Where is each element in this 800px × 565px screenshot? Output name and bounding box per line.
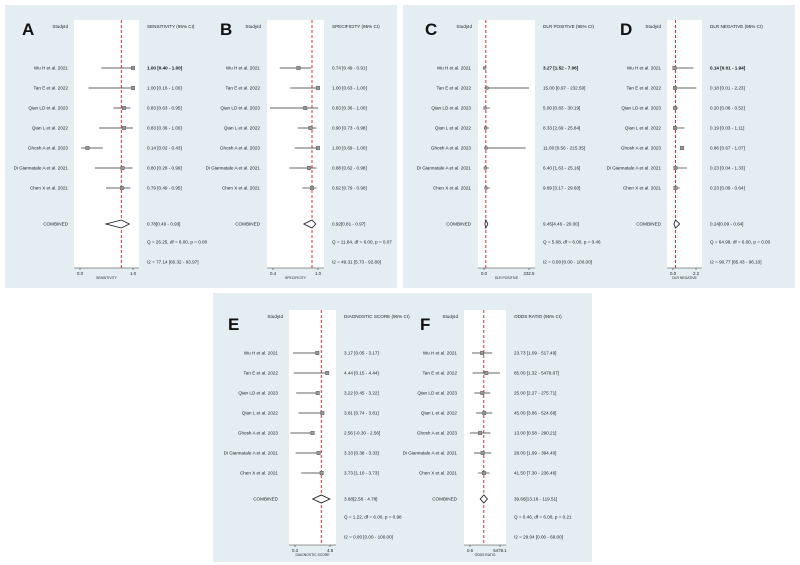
- plot-area: [464, 310, 506, 545]
- ci-text: 28.00 [1.99 - 394.40]: [514, 450, 557, 456]
- heterogeneity-stat: I2 = 90.77 [85.43 - 96.10]: [710, 259, 762, 265]
- plot-area: [267, 20, 324, 268]
- header-studyid: StudyId: [645, 24, 661, 29]
- study-label: Tan E et al. 2022: [33, 85, 68, 91]
- combined-label: COMBINED: [235, 221, 260, 227]
- ci-text: 6.40 [1.63 - 25.16]: [543, 165, 581, 171]
- heterogeneity-stat: Q = 64.98, df = 6.00, p = 0.00: [710, 239, 771, 245]
- header-estimate: SPECIFICITY (95% CI): [332, 24, 380, 29]
- point-estimate: [483, 67, 486, 70]
- forest-plot-a: [14, 20, 208, 280]
- plot-area: [289, 310, 336, 545]
- point-estimate: [326, 371, 329, 374]
- heterogeneity-stat: I2 = 0.00 [0.00 - 100.00]: [543, 259, 592, 265]
- study-label: Ghosh A et al. 2023: [620, 145, 661, 151]
- heterogeneity-stat: Q = 1.22, df = 6.00, p = 0.98: [344, 514, 402, 520]
- plot-area: [478, 20, 535, 268]
- study-label: Chen X et al. 2021: [221, 185, 260, 191]
- point-estimate: [673, 66, 676, 69]
- study-label: Di Giannatale A et al. 2021: [416, 165, 471, 171]
- study-label: Qian L et al. 2022: [223, 125, 260, 131]
- point-estimate: [297, 66, 300, 69]
- ci-text: 0.19 [0.03 - 1.11]: [710, 125, 745, 131]
- ci-text: 13.00 [0.58 - 290.21]: [514, 430, 557, 436]
- ci-text: 0.90 [0.73 - 0.98]: [332, 125, 367, 131]
- study-label: Qian LD et al. 2023: [220, 105, 260, 111]
- point-estimate: [307, 166, 310, 169]
- header-studyid: StudyId: [442, 314, 458, 319]
- point-estimate: [480, 351, 483, 354]
- ci-text: 8.33 [2.69 - 25.84]: [543, 125, 581, 131]
- study-label: Wu H et al. 2021: [225, 65, 260, 71]
- ci-text: 1.00 [0.69 - 1.00]: [332, 145, 367, 151]
- study-label: Ghosh A et al. 2023: [219, 145, 260, 151]
- study-label: Chen X et al. 2021: [29, 185, 68, 191]
- point-estimate: [680, 146, 683, 149]
- ci-text: 11.00 [0.56 - 215.35]: [543, 145, 586, 151]
- study-label: Qian LD et al. 2023: [417, 390, 457, 396]
- ci-text: 4.44 [0.15 - 4.44]: [344, 370, 379, 376]
- heterogeneity-stat: Q = 11.84, df = 6.00, p = 0.07: [332, 239, 392, 245]
- ci-text: 0.79 [0.49 - 0.95]: [147, 185, 182, 191]
- ci-text: 85.00 [1.32 - 5478.07]: [514, 370, 559, 376]
- point-estimate: [131, 86, 134, 89]
- heterogeneity-stat: Q = 0.46, df = 6.00, p = 0.21: [514, 514, 572, 520]
- ci-text: 0.83 [0.63 - 0.95]: [147, 105, 182, 111]
- point-estimate: [484, 127, 487, 130]
- point-estimate: [674, 166, 677, 169]
- study-label: Wu H et al. 2021: [626, 65, 661, 71]
- point-estimate: [674, 186, 677, 189]
- x-tick-label: 2.2: [692, 271, 700, 276]
- study-label: Tan E et al. 2022: [626, 85, 661, 91]
- study-label: Ghosh A et al. 2023: [237, 430, 278, 436]
- point-estimate: [317, 451, 320, 454]
- ci-text: 0.83 [0.36 - 1.00]: [147, 125, 182, 131]
- study-label: Qian LD et al. 2023: [28, 105, 68, 111]
- study-label: Di Giannatale A et al. 2021: [13, 165, 68, 171]
- x-axis-label: DLR POSITIVE: [494, 276, 519, 280]
- header-studyid: StudyId: [52, 24, 68, 29]
- ci-text: 3.27 [1.52 - 7.06]: [543, 65, 579, 71]
- x-tick-label: 0.0: [76, 271, 84, 276]
- combined-ci-text: 0.78[0.49 - 0.93]: [147, 221, 181, 227]
- panel-letter: C: [425, 20, 438, 39]
- point-estimate: [673, 86, 676, 89]
- point-estimate: [673, 126, 676, 129]
- x-tick-label: 1.0: [314, 271, 322, 276]
- study-label: Tan E et al. 2022: [422, 370, 457, 376]
- combined-label: COMBINED: [253, 496, 278, 502]
- study-label: Di Giannatale A et al. 2021: [606, 165, 661, 171]
- ci-text: 1.00 [0.63 - 1.00]: [332, 85, 367, 91]
- header-estimate: DLR POSITIVE (95% CI): [543, 24, 595, 29]
- combined-ci-text: 3.68[2.58 - 4.78]: [344, 496, 378, 502]
- forest-plot-e: [224, 310, 410, 557]
- ci-text: 0.80 [0.28 - 0.99]: [147, 165, 182, 171]
- heterogeneity-stat: I2 = 0.00 [0.00 - 100.00]: [344, 534, 393, 540]
- point-estimate: [485, 147, 488, 150]
- ci-text: 5.00 [0.83 - 30.19]: [543, 105, 581, 111]
- header-estimate: SENSITIVITY (95% CI): [147, 24, 195, 29]
- ci-text: 0.74 [0.49 - 0.91]: [332, 65, 367, 71]
- study-label: Qian LD et al. 2023: [621, 105, 661, 111]
- header-studyid: StudyId: [267, 314, 283, 319]
- header-studyid: StudyId: [245, 24, 261, 29]
- point-estimate: [316, 86, 319, 89]
- plot-area: [667, 20, 702, 268]
- x-axis-label: SPECIFICITY: [285, 276, 306, 280]
- combined-ci-text: 9.45[4.46 - 20.00]: [543, 221, 580, 227]
- study-label: Chen X et al. 2021: [239, 470, 278, 476]
- study-label: Qian L et al. 2022: [420, 410, 457, 416]
- heterogeneity-stat: Q = 5.68, df = 6.00, p = 0.46: [543, 239, 601, 245]
- point-estimate: [311, 431, 314, 434]
- ci-text: 3.17 [0.05 - 3.17]: [344, 350, 379, 356]
- x-axis-label: DLR NEGATIVE: [672, 276, 697, 280]
- point-estimate: [482, 471, 485, 474]
- point-estimate: [316, 351, 319, 354]
- study-label: Wu H et al. 2021: [436, 65, 471, 71]
- ci-text: 0.83 [0.36 - 1.00]: [332, 105, 367, 111]
- ci-text: 0.23 [0.04 - 1.33]: [710, 165, 745, 171]
- ci-text: 0.86 [0.67 - 1.07]: [710, 145, 745, 151]
- panel-letter: D: [620, 20, 633, 39]
- x-tick-label: 4.8: [326, 548, 334, 553]
- x-tick-label: 232.5: [523, 271, 535, 276]
- combined-label: COMBINED: [636, 221, 661, 227]
- panel-letter: B: [220, 20, 233, 39]
- forest-plot-b: [206, 20, 393, 280]
- forest-plot-f: [403, 310, 572, 557]
- point-estimate: [320, 471, 323, 474]
- x-axis-label: ODDS RATIO: [474, 553, 496, 557]
- study-label: Di Giannatale A et al. 2021: [223, 450, 278, 456]
- ci-text: 9.69 [3.17 - 29.60]: [543, 185, 581, 191]
- ci-text: 0.14 [0.02 - 0.43]: [147, 145, 182, 151]
- point-estimate: [122, 126, 125, 129]
- ci-text: 0.18 [0.01 - 2.23]: [710, 85, 745, 91]
- study-label: Wu H et al. 2021: [422, 350, 457, 356]
- point-estimate: [481, 451, 484, 454]
- ci-text: 45.00 [3.86 - 524.68]: [514, 410, 557, 416]
- heterogeneity-stat: I2 = 49.31 [5.73 - 92.89]: [332, 259, 381, 265]
- study-label: Ghosh A et al. 2023: [27, 145, 68, 151]
- ci-text: 3.22 [0.45 - 3.22]: [344, 390, 379, 396]
- header-estimate: DLR NEGATIVE (95% CI): [710, 24, 763, 29]
- point-estimate: [486, 87, 489, 90]
- point-estimate: [304, 106, 307, 109]
- study-label: Chen X et al. 2021: [622, 185, 661, 191]
- point-estimate: [484, 107, 487, 110]
- study-label: Tan E et al. 2022: [225, 85, 260, 91]
- combined-ci-text: 39.66[13.16 - 119.51]: [514, 496, 558, 502]
- point-estimate: [484, 167, 487, 170]
- ci-text: 3.73 [1.10 - 3.73]: [344, 470, 379, 476]
- x-tick-label: 0.0: [480, 271, 488, 276]
- study-label: Qian LD et al. 2023: [238, 390, 278, 396]
- ci-text: 25.00 [2.27 - 275.71]: [514, 390, 557, 396]
- point-estimate: [121, 166, 124, 169]
- study-label: Tan E et al. 2022: [243, 370, 278, 376]
- point-estimate: [86, 146, 89, 149]
- study-label: Qian L et al. 2022: [31, 125, 68, 131]
- ci-text: 0.88 [0.62 - 0.98]: [332, 165, 367, 171]
- study-label: Tan E et al. 2022: [436, 85, 471, 91]
- study-label: Ghosh A et al. 2023: [430, 145, 471, 151]
- point-estimate: [316, 391, 319, 394]
- ci-text: 15.00 [0.97 - 232.50]: [543, 85, 586, 91]
- point-estimate: [483, 411, 486, 414]
- panel-letter: E: [228, 315, 240, 334]
- combined-ci-text: 0.92[0.81 - 0.97]: [332, 221, 366, 227]
- point-estimate: [321, 411, 324, 414]
- point-estimate: [316, 146, 319, 149]
- combined-ci-text: 0.24[0.09 - 0.64]: [710, 221, 744, 227]
- x-tick-label: 0.4: [269, 271, 277, 276]
- forest-plot-c: [417, 20, 601, 280]
- point-estimate: [478, 431, 481, 434]
- study-label: Di Giannatale A et al. 2021: [205, 165, 260, 171]
- x-axis-label: SENSITIVITY: [96, 276, 117, 280]
- header-estimate: ODDS RATIO (95% CI): [514, 314, 562, 319]
- panel-letter: A: [22, 20, 35, 39]
- ci-text: 1.00 [0.40 - 1.00]: [147, 65, 183, 71]
- study-label: Wu H et al. 2021: [243, 350, 278, 356]
- forest-plot-d: [607, 20, 771, 280]
- ci-text: 0.23 [0.09 - 0.64]: [710, 185, 745, 191]
- point-estimate: [485, 187, 488, 190]
- point-estimate: [310, 186, 313, 189]
- x-tick-label: 1.0: [129, 271, 137, 276]
- x-tick-label: 0.3: [291, 548, 299, 553]
- header-estimate: DIAGNOSTIC SCORE (95% CI): [344, 314, 410, 319]
- ci-text: 2.56 [-0.30 - 2.56]: [344, 430, 381, 436]
- ci-text: 41.50 [7.30 - 236.46]: [514, 470, 557, 476]
- point-estimate: [309, 126, 312, 129]
- study-label: Di Giannatale A et al. 2021: [402, 450, 457, 456]
- study-label: Qian LD et al. 2023: [431, 105, 471, 111]
- point-estimate: [122, 106, 125, 109]
- study-label: Ghosh A et al. 2023: [416, 430, 457, 436]
- x-tick-label: 0.0: [669, 271, 677, 276]
- combined-label: COMBINED: [446, 221, 471, 227]
- study-label: Wu H et al. 2021: [33, 65, 68, 71]
- study-label: Qian L et al. 2022: [434, 125, 471, 131]
- study-label: Chen X et al. 2021: [418, 470, 457, 476]
- ci-text: 0.14 [0.01 - 1.94]: [710, 65, 746, 71]
- ci-text: 23.73 [1.09 - 517.49]: [514, 350, 557, 356]
- x-tick-label: 0.6: [466, 548, 474, 553]
- panel-letter: F: [420, 315, 431, 334]
- heterogeneity-stat: I2 = 29.04 [0.00 - 69.00]: [514, 534, 563, 540]
- x-axis-label: DIAGNOSTIC SCORE: [295, 553, 330, 557]
- ci-text: 3.81 [0.74 - 3.81]: [344, 410, 379, 416]
- combined-label: COMBINED: [432, 496, 457, 502]
- ci-text: 0.20 [0.08 - 0.52]: [710, 105, 745, 111]
- point-estimate: [120, 186, 123, 189]
- heterogeneity-stat: Q = 26.25, df = 6.00, p = 0.00: [147, 239, 208, 245]
- x-tick-label: 5478.1: [493, 548, 507, 553]
- study-label: Qian L et al. 2022: [241, 410, 278, 416]
- point-estimate: [673, 106, 676, 109]
- ci-text: 1.00 [0.16 - 1.00]: [147, 85, 182, 91]
- ci-text: 3.33 [0.38 - 3.33]: [344, 450, 379, 456]
- plot-area: [74, 20, 139, 268]
- ci-text: 0.92 [0.79 - 0.98]: [332, 185, 367, 191]
- point-estimate: [485, 371, 488, 374]
- point-estimate: [131, 66, 134, 69]
- study-label: Chen X et al. 2021: [432, 185, 471, 191]
- heterogeneity-stat: I2 = 77.14 [60.32 - 93.97]: [147, 259, 199, 265]
- header-studyid: StudyId: [456, 24, 472, 29]
- study-label: Qian L et al. 2022: [624, 125, 661, 131]
- point-estimate: [481, 391, 484, 394]
- combined-label: COMBINED: [43, 221, 68, 227]
